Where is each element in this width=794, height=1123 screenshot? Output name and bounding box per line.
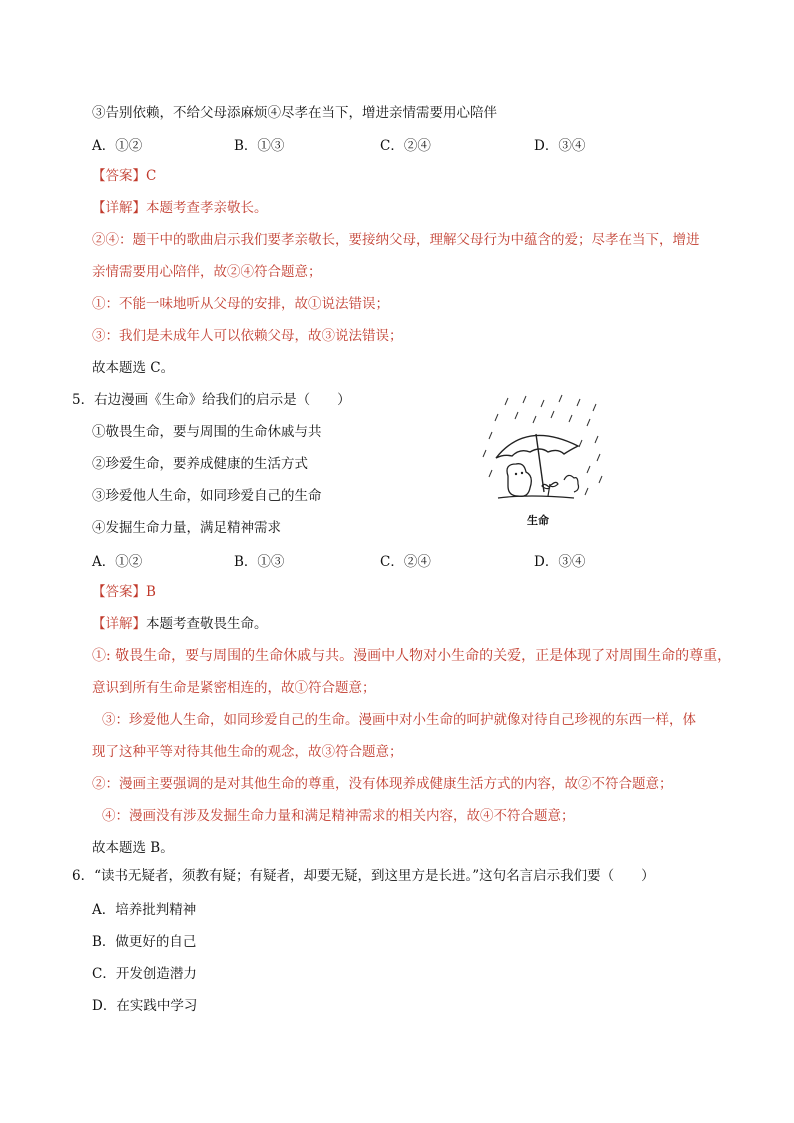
q5-detail	[92, 614, 268, 634]
q6-option-c: C．开发创造潜力	[92, 966, 197, 982]
q4-detail	[92, 198, 268, 218]
q4-explanation-1b: 亲情需要用心陪伴，故②④符合题意；	[92, 264, 322, 280]
detail-text: 本题考查孝亲敬长。	[146, 200, 268, 216]
detail-text: 本题考查敬畏生命。	[146, 616, 268, 632]
q5-explanation-2b: 现了这种平等对待其他生命的观念，故③符合题意；	[92, 744, 403, 760]
q6-stem-line	[72, 866, 655, 886]
bush-icon	[564, 475, 579, 492]
q5-statement-3: ③珍爱他人生命，如同珍爱自己的生命	[92, 488, 322, 504]
q6-stem: “读书无疑者，须教有疑；有疑者，却要无疑，到这里方是长进。”这句名言启示我们要（ ）	[94, 868, 655, 884]
q5-stem-line	[72, 390, 351, 410]
q5-option-a: A．①②	[92, 554, 143, 570]
answer-value: C	[146, 168, 157, 184]
q5-statement-1: ①敬畏生命，要与周围的生命休戚与共	[92, 424, 322, 440]
answer-tag: 【答案】	[92, 168, 146, 184]
q4-option-d: D．③④	[534, 138, 586, 154]
cartoon-umbrella-illustration	[478, 392, 608, 527]
figure-icon	[507, 464, 531, 497]
sprout-icon	[542, 482, 558, 496]
q6-number: 6．	[72, 868, 95, 884]
q5-option-c: C．②④	[380, 554, 431, 570]
q5-conclusion: 故本题选 B。	[92, 840, 174, 856]
q6-option-d: D．在实践中学习	[92, 998, 198, 1014]
detail-tag: 【详解】	[92, 616, 146, 632]
q4-options	[92, 134, 652, 154]
answer-value: B	[146, 584, 156, 600]
q5-options	[92, 550, 652, 570]
q4-explanation-2: ①：不能一味地听从父母的安排，故①说法错误；	[92, 296, 389, 312]
q5-statement-4: ④发掘生命力量，满足精神需求	[92, 520, 281, 536]
q5-stem: 右边漫画《生命》给我们的启示是（ ）	[94, 392, 351, 408]
q5-answer	[92, 582, 156, 602]
ground-line	[498, 496, 574, 498]
q4-option-a: A．①②	[92, 138, 143, 154]
q5-option-b: B．①③	[234, 554, 285, 570]
q5-number: 5．	[72, 392, 95, 408]
q5-explanation-4: ④：漫画没有涉及发掘生命力量和满足精神需求的相关内容，故④不符合题意；	[102, 808, 575, 824]
q5-explanation-3: ②：漫画主要强调的是对其他生命的尊重，没有体现养成健康生活方式的内容，故②不符合题意；	[92, 776, 673, 792]
q4-option-b: B．①③	[234, 138, 285, 154]
q6-option-b: B．做更好的自己	[92, 934, 197, 950]
detail-tag: 【详解】	[92, 200, 146, 216]
q5-explanation-1b: 意识到所有生命是紧密相连的，故①符合题意；	[92, 680, 376, 696]
q4-explanation-3: ③：我们是未成年人可以依赖父母，故③说法错误；	[92, 328, 403, 344]
q4-explanation-1a: ②④：题干中的歌曲启示我们要孝亲敬长，要接纳父母，理解父母行为中蕴含的爱；尽孝在当下，增进	[92, 232, 700, 248]
q5-explanation-1a: ①: 敬畏生命，要与周围的生命休戚与共。漫画中人物对小生命的关爱，正是体现了对周围生命的尊重，	[92, 648, 732, 664]
answer-tag: 【答案】	[92, 584, 146, 600]
q4-option-c: C．②④	[380, 138, 431, 154]
q6-option-a: A．培养批判精神	[92, 902, 197, 918]
q5-statement-2: ②珍爱生命，要养成健康的生活方式	[92, 456, 308, 472]
q4-statement-line: ③告别依赖，不给父母添麻烦④尽孝在当下，增进亲情需要用心陪伴	[92, 105, 497, 121]
q5-explanation-2a: ③：珍爱他人生命，如同珍爱自己的生命。漫画中对小生命的呵护就像对待自己珍视的东西一样，体	[102, 712, 696, 728]
q4-answer	[92, 166, 156, 186]
q4-conclusion: 故本题选 C。	[92, 360, 175, 376]
cartoon-caption: 生命	[527, 514, 549, 527]
q5-option-d: D．③④	[534, 554, 586, 570]
